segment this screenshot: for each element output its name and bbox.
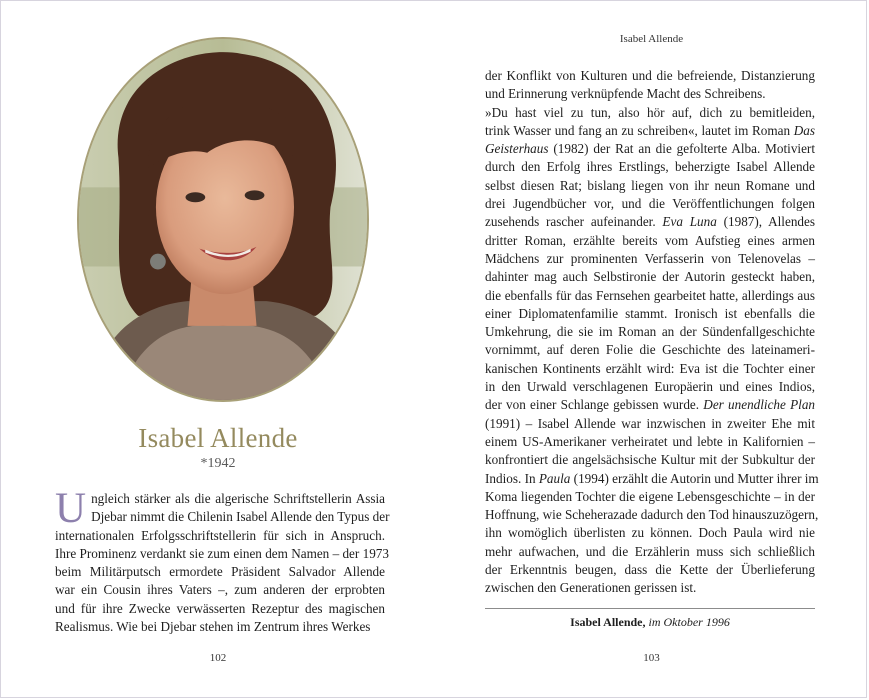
- text-line: [485, 451, 815, 469]
- text-line: [485, 561, 815, 579]
- text-line: [485, 524, 815, 542]
- text-segment: der Konflikt von Kulturen und die befreiende, Distanzierung: [485, 68, 815, 83]
- left-page: [1, 1, 435, 697]
- italic-title: Geisterhaus: [485, 141, 549, 157]
- birth-year: *1942: [200, 456, 236, 471]
- text-line: Ihre Prominenz verdankt sie zum einen dem Namen – der 1973: [55, 545, 389, 561]
- text-segment: (1982) der Rat an die gefolterte Alba. Motiviert: [548, 141, 815, 157]
- page-number-right: 103: [643, 652, 660, 664]
- text-segment: einer Diplomatenfamilie stammt. Ironisch ist ebenfalls die: [485, 305, 815, 321]
- italic-title: Paula: [538, 470, 571, 486]
- italic-title: Das: [793, 122, 815, 138]
- text-line: [485, 122, 815, 140]
- text-segment: in den Urwald verschlagenen Europäerin und eines Indios,: [485, 379, 815, 395]
- text-line: [485, 543, 815, 561]
- text-line: [485, 433, 815, 451]
- text-line: [485, 268, 815, 286]
- text-line: Realismus. Wie bei Djebar stehen im Zentrum ihres Werkes: [55, 619, 371, 635]
- text-line: [485, 396, 815, 414]
- text-segment: konfrontiert die angelsächsische Kultur mit der Subkultur der: [485, 452, 815, 468]
- caption-rule: [485, 608, 815, 609]
- text-line: [485, 213, 815, 231]
- text-segment: Indios. In: [485, 470, 539, 486]
- text-line: [485, 506, 819, 524]
- text-segment: einem US-Amerikaner verheiratet und lebte in Kalifornien –: [485, 433, 815, 449]
- text-line: [485, 140, 815, 158]
- text-segment: Hoffnung, wie Scheherazade dadurch den Tod hinauszuzögern,: [485, 507, 819, 523]
- text-segment: Mädchens zur prominenten Verfasserin von Telenovelas –: [485, 250, 815, 266]
- author-portrait-photo: [77, 37, 369, 402]
- text-line: internationalen Erfolgsschriftstellerin für sich in Anspruch.: [55, 527, 385, 543]
- text-segment: drei Jugendbücher vor, und die Veröffentlichungen folgen: [485, 196, 815, 212]
- text-segment: dritter Roman, erzählte bereits vom Aufstieg eines armen: [485, 232, 815, 248]
- italic-title: Eva Luna: [662, 214, 717, 230]
- text-segment: Koma liegenden Tochter die eigene Lebensgeschichte – in der: [485, 488, 815, 504]
- text-line: [485, 378, 815, 396]
- text-segment: kanischen Kontinents erzählt wird: Eva ist die Tochter einer: [485, 360, 815, 376]
- photo-caption: [485, 615, 815, 630]
- text-segment: dahinter mag auch Selbstironie der Autorin gesteckt haben,: [485, 269, 815, 285]
- right-body-text: [485, 67, 819, 598]
- text-line: [485, 104, 815, 122]
- text-line: und für ihre Zwecke verwässerten Rezeptur des magischen: [55, 600, 385, 616]
- dropcap-letter: U: [55, 485, 87, 532]
- text-segment: mehr aufwachen, und die Erzählerin muss sich schließlich: [485, 543, 815, 559]
- text-line: [485, 305, 815, 323]
- text-segment: (1994) erzählt die Autorin und Mutter ihrer im: [570, 470, 819, 486]
- text-line: [485, 360, 815, 378]
- text-line: [485, 287, 815, 305]
- text-line: ngleich stärker als die algerische Schriftstellerin Assia: [91, 491, 385, 506]
- text-segment: zwischen den Generationen gerissen ist.: [485, 580, 697, 596]
- text-line: [485, 158, 815, 176]
- text-segment: (1991) – Isabel Allende war inzwischen in zweiter Ehe mit: [485, 415, 815, 431]
- text-segment: die ebenfalls für das Fernsehen gearbeitet hatte, allerdings aus: [485, 287, 815, 303]
- text-segment: (1987), Allendes: [716, 214, 815, 230]
- caption-date: im Oktober 1996: [645, 615, 730, 629]
- left-body-text: [55, 485, 390, 636]
- text-line: Djebar nimmt die Chilenin Isabel Allende den Typus der: [91, 509, 390, 525]
- text-line: [485, 177, 815, 195]
- text-segment: ihn womöglich überlisten zu können. Doch Paula wird nie: [485, 525, 815, 541]
- italic-title: Der unendliche Plan: [703, 397, 816, 413]
- text-line: [485, 85, 815, 103]
- text-line: [485, 195, 815, 213]
- text-segment: durch den Erfolg ihres Erstlings, beherzigte Isabel Allende: [485, 159, 815, 175]
- text-line: [485, 470, 819, 488]
- text-segment: der von einer Schlange gebissen wurde.: [485, 397, 704, 413]
- text-line: [485, 323, 815, 341]
- text-segment: zusehends rascher aufeinander.: [485, 214, 663, 230]
- text-segment: selbst diesen Rat; bislang liegen von ihr neun Romane und: [485, 177, 815, 193]
- text-line: [485, 341, 815, 359]
- text-segment: Umkehrung, die sie im Roman an der Sündenfallgeschichte: [485, 324, 815, 340]
- text-line: [485, 579, 815, 597]
- page-number-left: 102: [209, 652, 227, 664]
- text-segment: und Erinnerung verknüpfende Macht des Schreibens.: [485, 86, 766, 102]
- text-line: [485, 67, 815, 85]
- text-line: [485, 232, 815, 250]
- text-line: [485, 415, 815, 433]
- text-line: war ein Cousin ihres Vaters –, zum anderen der erprobten: [55, 582, 385, 598]
- text-line: [485, 488, 815, 506]
- text-segment: »Du hast viel zu tun, also hör auf, dich zu bemitleiden,: [485, 104, 815, 120]
- text-segment: trink Wasser und fang an zu schreiben«, lautet im Roman: [485, 122, 794, 138]
- running-head: Isabel Allende: [619, 33, 684, 45]
- text-segment: der Erkenntnis beugen, dass die Kette der Überlieferung: [485, 562, 815, 578]
- text-line: [485, 250, 815, 268]
- author-name-heading: Isabel Allende: [138, 423, 298, 453]
- caption-name: Isabel Allende,: [570, 615, 646, 629]
- right-page: [435, 1, 868, 697]
- text-line: beim Militärputsch ermordete Präsident Salvador Allende: [55, 564, 385, 580]
- text-segment: vornimmt, auf deren Folie die Geschichte des lateinameri-: [485, 342, 815, 358]
